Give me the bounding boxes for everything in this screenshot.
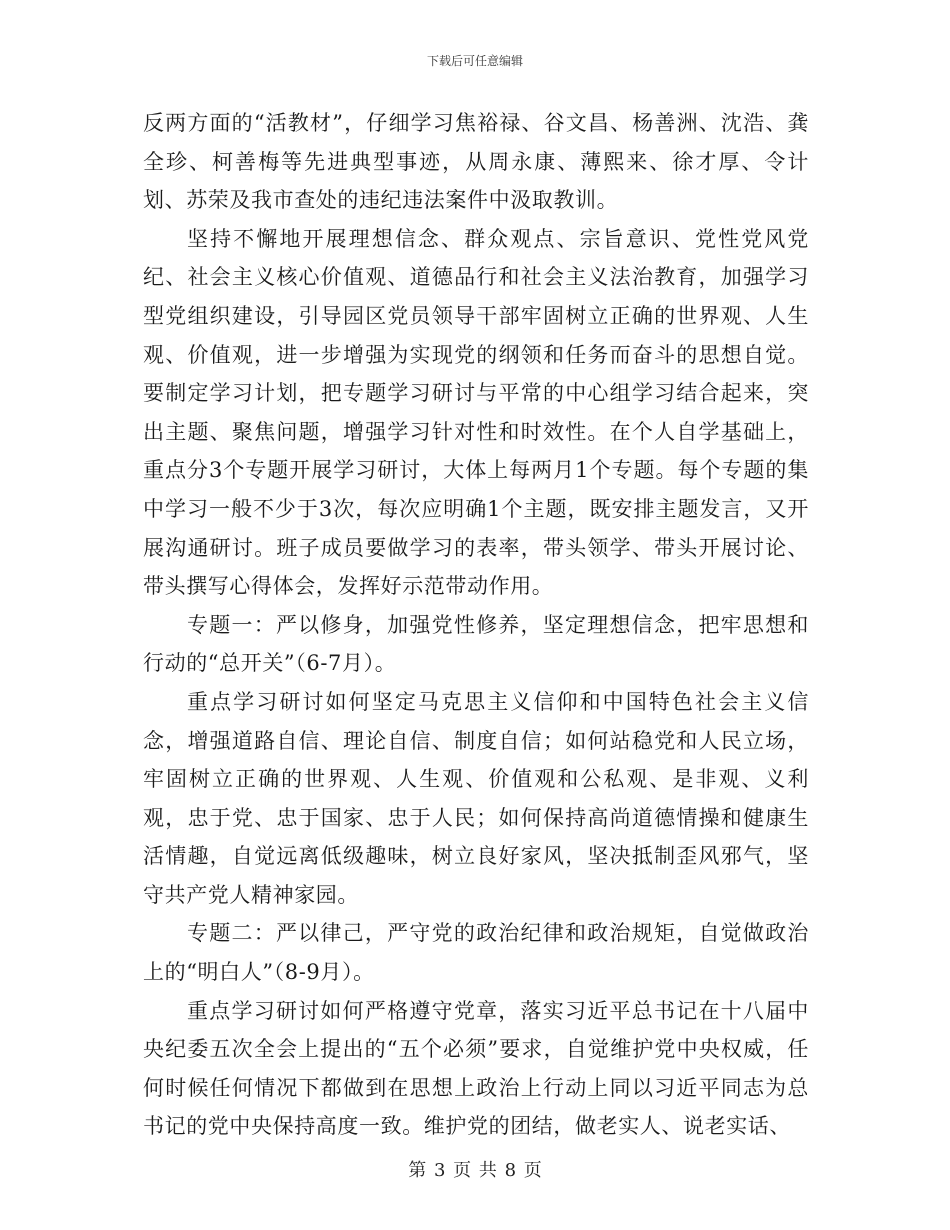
document-body — [143, 104, 809, 1146]
page-header-note: 下载后可任意编辑 — [426, 54, 523, 68]
paragraph-3-topic-one: 专题一：严以修身，加强党性修养，坚定理想信念，把牢思想和行动的“总开关”（6-7月）。 — [143, 612, 809, 676]
page-number-footer: 第 3 页 共 8 页 — [408, 1160, 542, 1181]
paragraph-4: 重点学习研讨如何坚定马克思主义信仰和中国特色社会主义信念，增强道路自信、理论自信、制度自信；如何站稳党和人民立场，牢固树立正确的世界观、人生观、价值观和公私观、是非观、义利观，忠于党、忠于国家、忠于人民；如何保持高尚道德情操和健康生活情趣，自觉远离低级趣味，树立良好家风，坚决抵制歪风邪气，坚守共产党人精神家园。 — [143, 689, 809, 907]
paragraph-5-topic-two: 专题二：严以律己，严守党的政治纪律和政治规矩，自觉做政治上的“明白人”（8-9月）。 — [143, 921, 809, 985]
paragraph-6: 重点学习研讨如何严格遵守党章，落实习近平总书记在十八届中央纪委五次全会上提出的“五个必须”要求，自觉维护党中央权威，任何时候任何情况下都做到在思想上政治上行动上同以习近平同志为总书记的党中央保持高度一致。维护党的团结，做老实人、说老实话、 — [143, 998, 809, 1139]
paragraph-2: 坚持不懈地开展理想信念、群众观点、宗旨意识、党性党风党纪、社会主义核心价值观、道德品行和社会主义法治教育，加强学习型党组织建设，引导园区党员领导干部牢固树立正确的世界观、人生观、价值观，进一步增强为实现党的纲领和任务而奋斗的思想自觉。要制定学习计划，把专题学习研讨与平常的中心组学习结合起来，突出主题、聚焦问题，增强学习针对性和时效性。在个人自学基础上，重点分3个专题开展学习研讨，大体上每两月1个专题。每个专题的集中学习一般不少于3次，每次应明确1个主题，既安排主题发言，又开展沟通研讨。班子成员要做学习的表率，带头领学、带头开展讨论、带头撰写心得体会，发挥好示范带动作用。 — [143, 226, 809, 599]
paragraph-1: 反两方面的“活教材”，仔细学习焦裕禄、谷文昌、杨善洲、沈浩、龚全珍、柯善梅等先进典型事迹，从周永康、薄熙来、徐才厚、令计划、苏荣及我市查处的违纪违法案件中汲取教训。 — [143, 111, 809, 213]
